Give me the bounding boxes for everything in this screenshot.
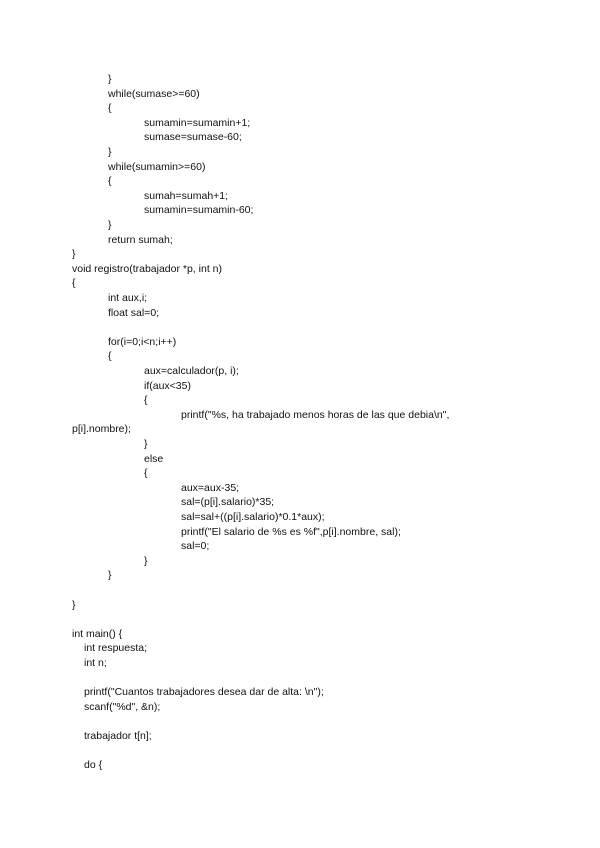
code-line: printf("Cuantos trabajadores desea dar de alta: \n"); <box>84 686 324 699</box>
code-line: } <box>108 569 112 582</box>
code-line: } <box>72 248 76 261</box>
code-line: aux=calculador(p, i); <box>144 365 239 377</box>
code-line: sumamin=sumamin-60; <box>144 204 254 217</box>
code-line: p[i].nombre); <box>72 423 131 436</box>
code-line: { <box>108 102 112 115</box>
code-line: int respuesta; <box>84 642 148 655</box>
code-line: int n; <box>84 657 107 669</box>
code-line: trabajador t[n]; <box>84 730 152 742</box>
code-line: void registro(trabajador *p, int n) <box>72 262 222 275</box>
code-line: sumah=sumah+1; <box>144 189 229 202</box>
code-line: for(i=0;i<n;i++) <box>108 335 177 348</box>
code-line: { <box>144 467 148 480</box>
code-line: else <box>144 452 164 465</box>
code-line: float sal=0; <box>108 306 160 319</box>
code-line: } <box>108 219 112 231</box>
code-line: } <box>108 73 112 85</box>
code-line: aux=aux-35; <box>181 481 240 494</box>
code-line: { <box>72 277 76 290</box>
code-line: } <box>144 554 148 567</box>
code-line: sumamin=sumamin+1; <box>144 116 251 129</box>
code-line: { <box>144 394 148 407</box>
code-line: if(aux<35) <box>144 379 191 392</box>
code-line: sal=0; <box>181 540 210 553</box>
code-line: { <box>108 175 112 188</box>
code-line: int aux,i; <box>108 292 148 304</box>
code-line: } <box>72 598 76 611</box>
code-line: { <box>108 350 112 363</box>
code-line: sal=(p[i].salario)*35; <box>181 496 275 509</box>
code-line: printf("El salario de %s es %f",p[i].nombre, sal); <box>181 525 401 538</box>
code-line: int main() { <box>72 627 123 640</box>
code-line: while(sumase>=60) <box>108 87 200 100</box>
code-line: while(sumamin>=60) <box>108 160 206 173</box>
code-line: return sumah; <box>108 233 173 246</box>
code-line: } <box>108 146 112 158</box>
code-line: scanf("%d", &n); <box>84 700 161 713</box>
code-line: } <box>144 438 148 450</box>
code-line: do { <box>84 759 103 772</box>
code-line: sumase=sumase-60; <box>144 131 242 144</box>
code-line: sal=sal+((p[i].salario)*0.1*aux); <box>181 511 325 523</box>
code-line: printf("%s, ha trabajado menos horas de las que debia\n", <box>181 408 450 421</box>
